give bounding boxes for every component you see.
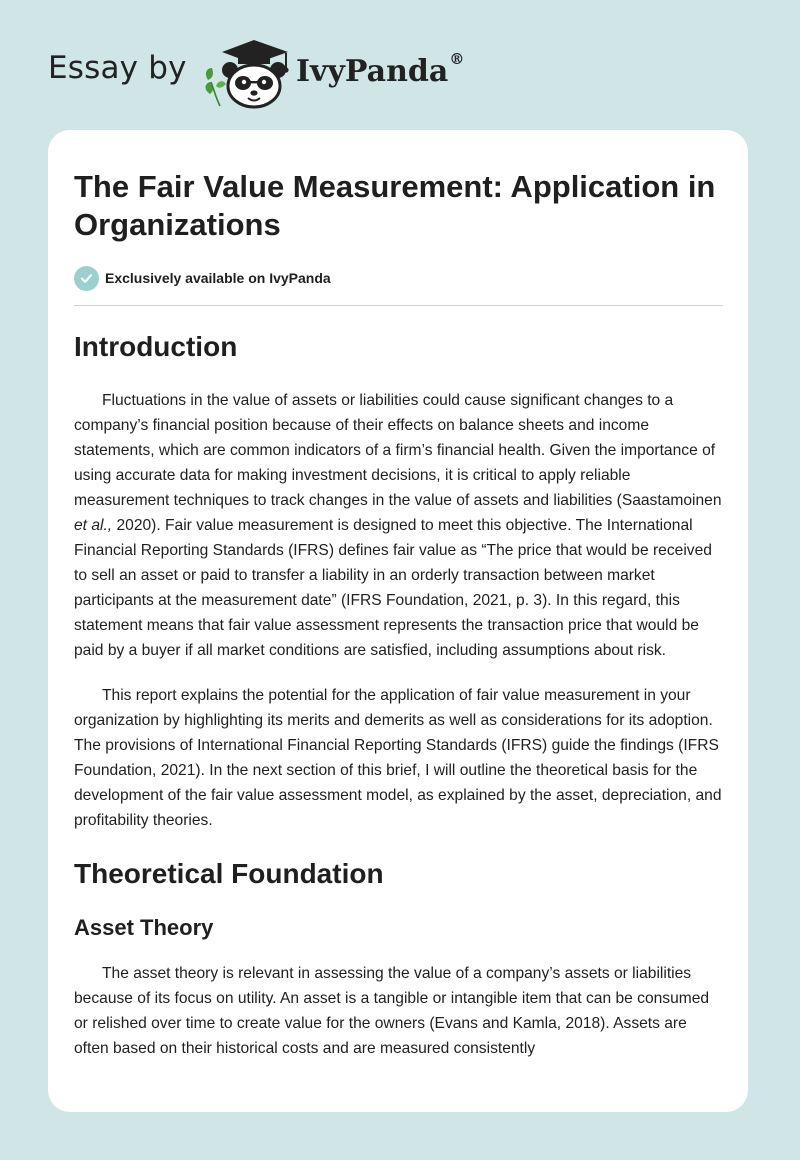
introduction-heading: Introduction xyxy=(74,331,238,362)
title-divider xyxy=(74,305,723,306)
ivypanda-logo-text[interactable]: IvyPanda® xyxy=(296,50,465,89)
exclusive-label: Exclusively available on IvyPanda xyxy=(105,270,331,286)
essay-title: The Fair Value Measurement: Application in Organizations xyxy=(74,169,716,242)
check-icon xyxy=(74,266,99,291)
registered-mark: ® xyxy=(449,50,465,68)
site-header xyxy=(0,0,800,130)
asset-theory-heading: Asset Theory xyxy=(74,915,214,940)
asset-theory-paragraph: The asset theory is relevant in assessing the value of a company’s assets or liabilities because of its focus on utility. An asset is a tangible or intangible item that can be consumed or relished over time to create value for the owners (Evans and Kamla, 2018). Assets are often based on their historical costs and are measured consistently xyxy=(74,965,710,1057)
et-al-citation: et al., xyxy=(74,517,113,534)
panda-graduate-icon[interactable] xyxy=(200,36,292,110)
intro-paragraph-1: Fluctuations in the value of assets or liabilities could cause significant changes to a company’s financial position because of their effects on balance sheets and income statements, which are common indicators of a firm’s financial health. Given the importance of using accurate data for making investment decisions, it is critical to apply reliable measurement techniques to track changes in the value of assets and liabilities (Saastamoinen et al., 2020). Fair value measurement is designed to meet this objective. The International Financial Reporting Standards (IFRS) defines fair value as “The price that would be received to sell an asset or paid to transfer a liability in an orderly transaction between market participants at the measurement date” (IFRS Foundation, 2021, p. 3). In this regard, this statement means that fair value assessment represents the transaction price that would be paid by a buyer if all market conditions are satisfied, including assumptions about risk. xyxy=(74,392,722,659)
exclusive-badge xyxy=(74,264,724,292)
essay-content xyxy=(74,130,724,1061)
theoretical-foundation-heading: Theoretical Foundation xyxy=(74,858,384,889)
essay-by-label: Essay by xyxy=(48,50,187,86)
essay-card xyxy=(48,130,748,1112)
intro-paragraph-2: This report explains the potential for the application of fair value measurement in your organization by highlighting its merits and demerits as well as considerations for its adoption. The provisions of International Financial Reporting Standards (IFRS) guide the findings (IFRS Foundation, 2021). In the next section of this brief, I will outline the theoretical basis for the development of the fair value assessment model, as explained by the asset, depreciation, and profitability theories. xyxy=(74,687,722,829)
